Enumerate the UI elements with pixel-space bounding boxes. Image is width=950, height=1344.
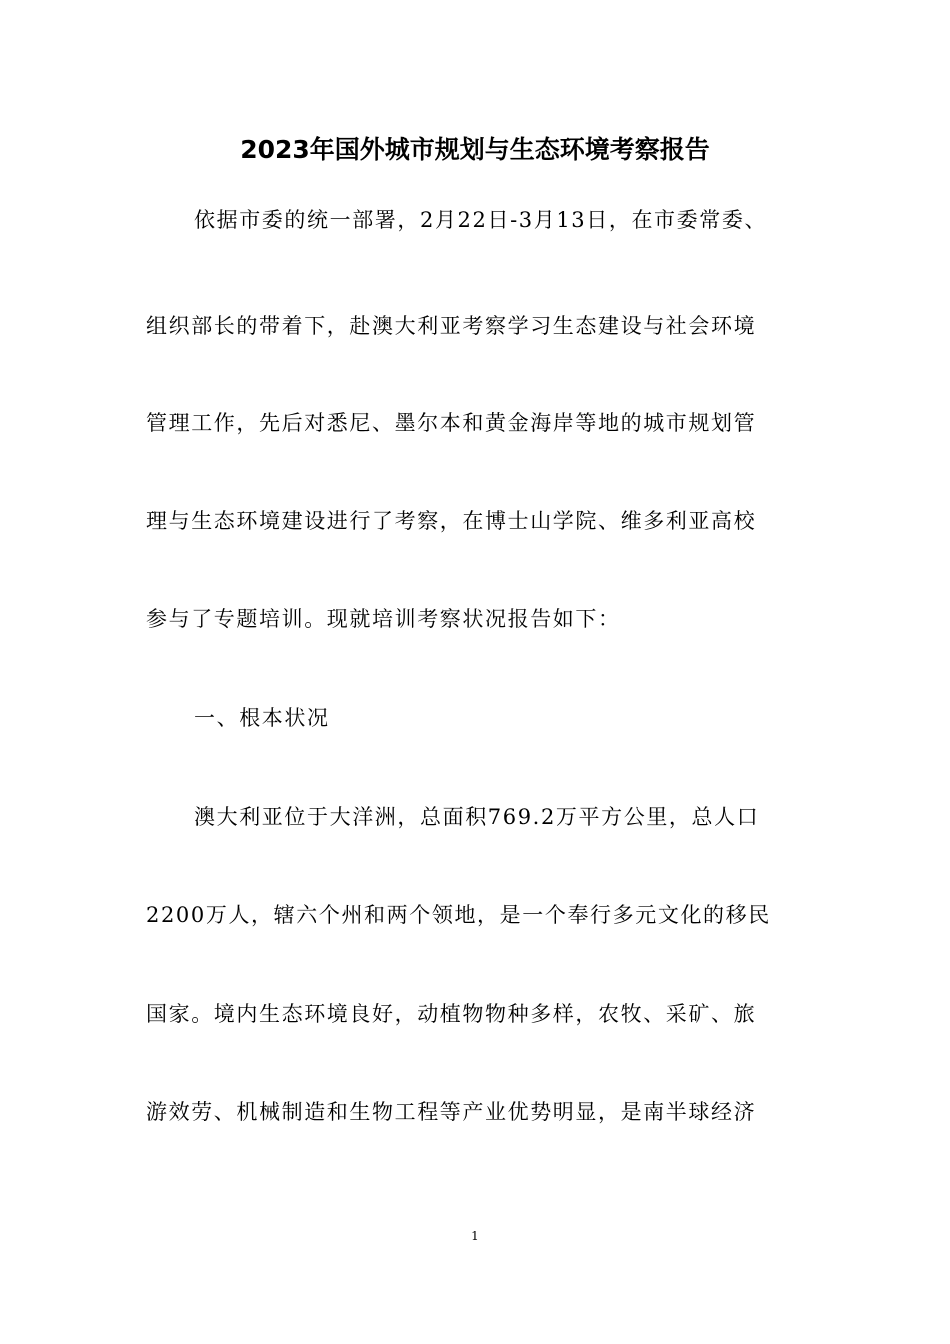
paragraph-line: 澳大利亚位于大洋洲，总面积769.2万平方公里，总人口 [194,805,760,829]
paragraph-line: 依据市委的统一部署，2月22日-3月13日，在市委常委、 [194,208,768,232]
paragraph-line: 管理工作，先后对悉尼、墨尔本和黄金海岸等地的城市规划管 [146,411,757,435]
paragraph-line: 理与生态环境建设进行了考察，在博士山学院、维多利亚高校 [146,509,757,533]
paragraph-line: 组织部长的带着下，赴澳大利亚考察学习生态建设与社会环境 [146,314,757,338]
page-number: 1 [471,1229,479,1243]
section-heading: 一、根本状况 [194,706,330,730]
paragraph-line: 国家。境内生态环境良好，动植物物种多样，农牧、采矿、旅 [146,1002,757,1026]
paragraph-line: 参与了专题培训。现就培训考察状况报告如下： [146,607,621,631]
paragraph-line: 2200万人，辖六个州和两个领地，是一个奉行多元文化的移民 [146,903,771,927]
paragraph-line: 游效劳、机械制造和生物工程等产业优势明显，是南半球经济 [146,1100,757,1124]
document-title: 2023年国外城市规划与生态环境考察报告 [240,135,710,164]
